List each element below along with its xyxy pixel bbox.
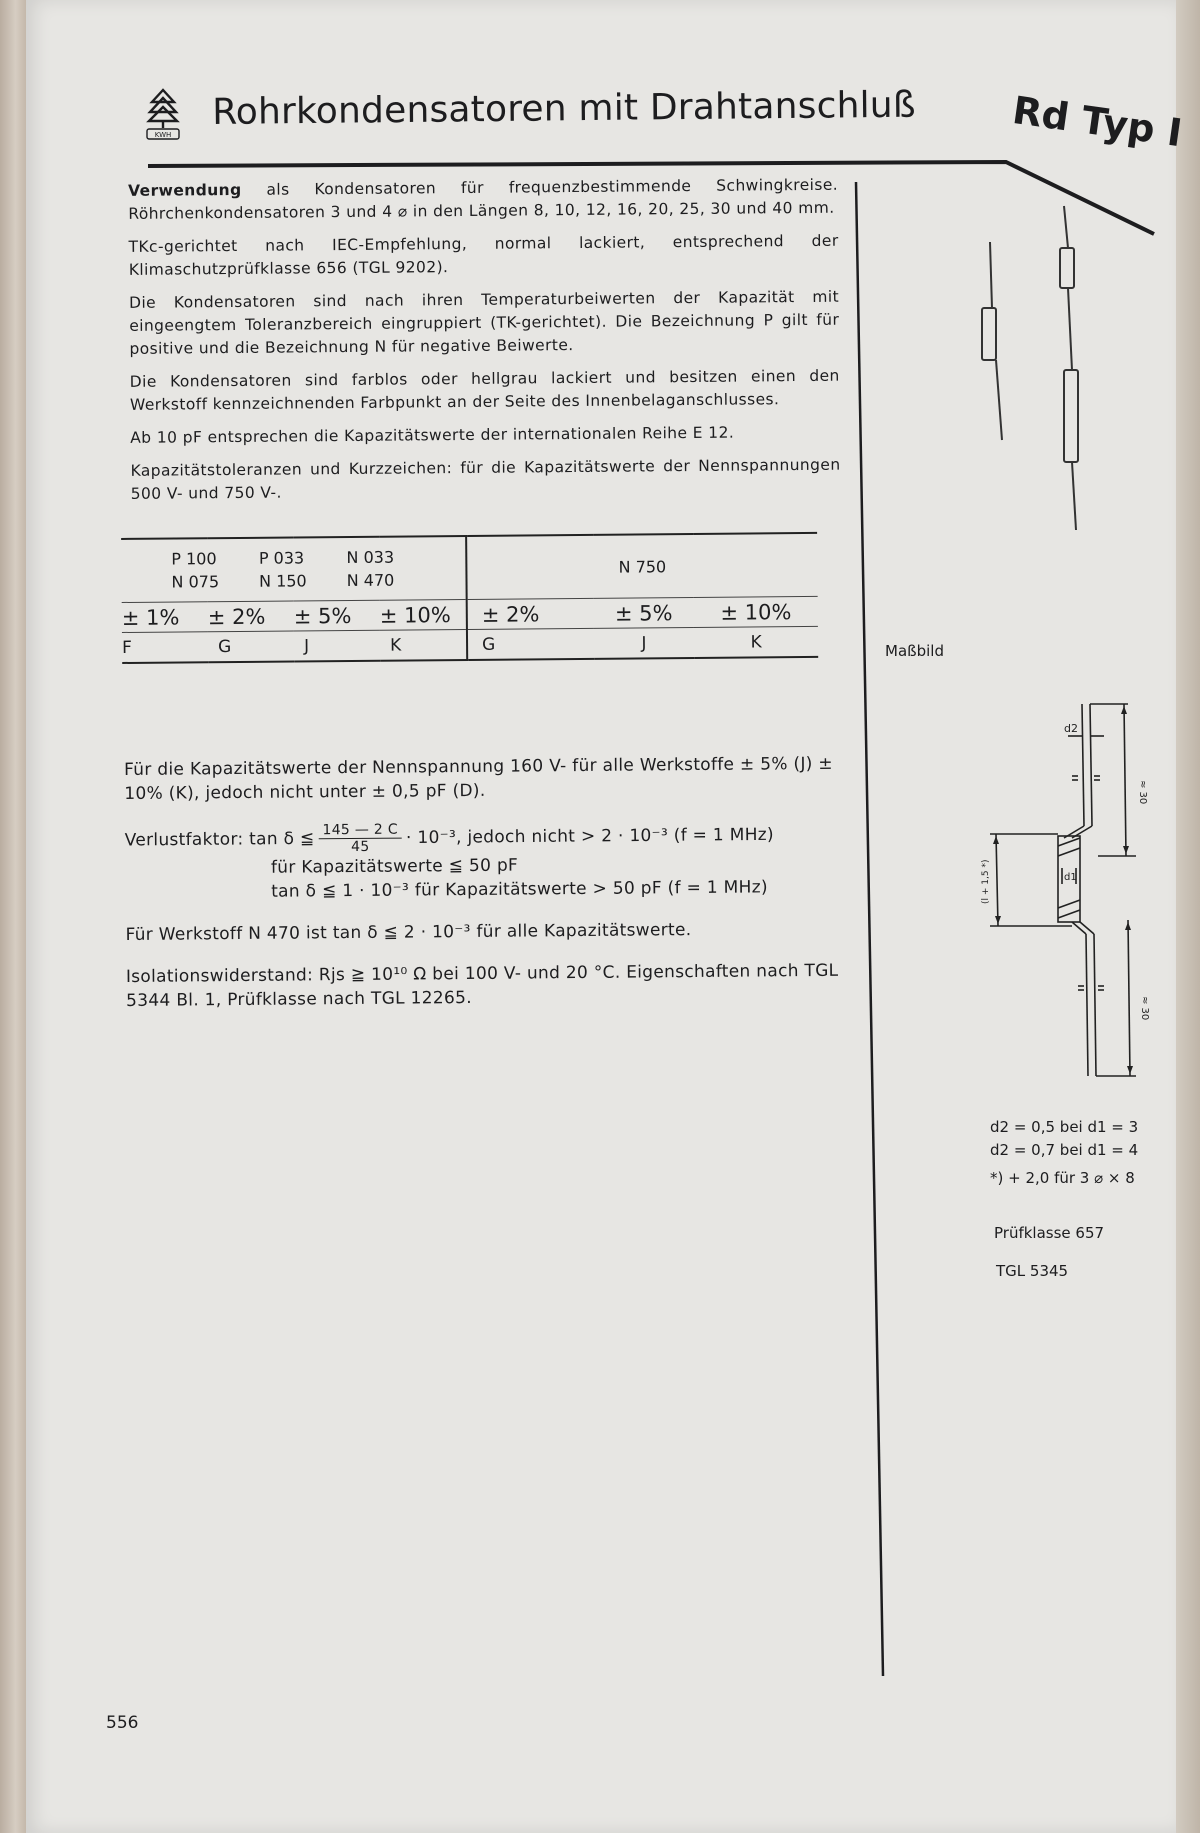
pruefklasse-label: Prüfklasse 657 bbox=[994, 1224, 1105, 1242]
tolerance-cell: ± 10% bbox=[694, 596, 818, 627]
drawing-label: Maßbild bbox=[885, 642, 944, 660]
notes-section bbox=[124, 752, 846, 1031]
d2-label: d2 bbox=[1064, 722, 1078, 735]
code-cell: K bbox=[694, 626, 818, 658]
tk-paragraph: TKc-gerichtet nach IEC-Empfehlung, normal lackiert, entsprechend der Klimaschutzprüfklasse 656 (TGL 9202). bbox=[128, 231, 839, 279]
tolerance-cell: ± 10% bbox=[380, 599, 467, 630]
d1-label: d1 bbox=[1064, 872, 1077, 883]
next-page-edge bbox=[1176, 0, 1200, 1833]
tolerance-cell: ± 5% bbox=[294, 600, 380, 631]
series-paragraph: Ab 10 pF entsprechen die Kapazitätswerte der internationalen Reihe E 12. bbox=[130, 423, 735, 447]
body-length: (l + 1,5 *) bbox=[981, 859, 991, 904]
loss-factor-block bbox=[125, 818, 846, 905]
tolerance-intro-paragraph: Kapazitätstoleranzen und Kurzzeichen: für die Kapazitätswerte der Nennspannungen 500 V- und 750 V-. bbox=[130, 455, 841, 503]
usage-paragraph: Verwendung als Kondensatoren für frequenzbestimmende Schwingkreise. Röhrchenkondensatoren 3 und 4 ⌀ in den Längen 8, 10, 12, 16, 20, 25, 30 und 40 mm. bbox=[128, 175, 839, 223]
bottom-lead-length: ≈ 30 bbox=[1139, 996, 1150, 1021]
intro-text bbox=[118, 174, 842, 664]
code-cell: J bbox=[594, 627, 695, 658]
large-capacitor-sketch bbox=[1060, 206, 1078, 530]
type-label: Rd Typ I bbox=[1009, 88, 1185, 156]
page-title: Rohrkondensatoren mit Drahtanschluß bbox=[212, 84, 916, 133]
code-cell: F bbox=[122, 632, 208, 663]
svg-text:KWH: KWH bbox=[154, 131, 172, 139]
page-binding-edge bbox=[0, 0, 26, 1833]
code-cell: G bbox=[208, 631, 294, 662]
material-col-3: N 033 N 470 bbox=[346, 547, 395, 591]
tolerance-cell: ± 5% bbox=[593, 597, 694, 628]
loss-factor-line-3: tan δ ≦ 1 · 10⁻³ für Kapazitätswerte > 50 pF (f = 1 MHz) bbox=[271, 877, 768, 902]
material-col-2: P 033 N 150 bbox=[258, 548, 307, 591]
left-material-group bbox=[121, 536, 467, 603]
tolerance-cell: ± 1% bbox=[122, 602, 208, 633]
formula-3: *) + 2,0 für 3 ⌀ × 8 bbox=[990, 1169, 1135, 1187]
loss-fraction: $\frac{145 — 2 C}{45}$ bbox=[318, 822, 402, 856]
right-material: N 750 bbox=[466, 533, 818, 600]
insulation-note: Isolationswiderstand: Rjs ≧ 10¹⁰ Ω bei 100 V- und 20 °C. Eigenschaften nach TGL 5344 Bl. 1, Prüfklasse nach TGL 12265. bbox=[125, 960, 839, 1011]
tolerance-cell: ± 2% bbox=[467, 598, 594, 629]
tgl-label: TGL 5345 bbox=[996, 1262, 1069, 1280]
capacitor-sketches bbox=[960, 200, 1100, 540]
code-cell: G bbox=[467, 628, 594, 660]
page-number: 556 bbox=[106, 1713, 139, 1733]
formula-2: d2 = 0,7 bei d1 = 4 bbox=[990, 1141, 1139, 1159]
code-cell: K bbox=[380, 629, 467, 660]
small-capacitor-sketch bbox=[982, 242, 1002, 440]
material-col-1: P 100 N 075 bbox=[171, 549, 220, 592]
rated-voltage-note: Für die Kapazitätswerte der Nennspannung 160 V- für alle Werkstoffe ± 5% (J) ± 10% (K), jedoch nicht unter ± 0,5 pF (D). bbox=[124, 753, 834, 804]
lacquer-paragraph: Die Kondensatoren sind farblos oder hellgrau lackiert und besitzen einen den Werkstoff kennzeichnenden Farbpunkt an der Seite des Innenbelaganschlusses. bbox=[129, 366, 840, 414]
code-cell: J bbox=[294, 630, 380, 661]
kwh-logo-icon bbox=[146, 88, 180, 146]
page-header bbox=[146, 80, 1185, 190]
temperature-paragraph: Die Kondensatoren sind nach ihren Temperaturbeiwerten der Kapazität mit eingeengtem Toleranzbereich eingruppiert (TK-gerichtet). Die Bezeichnung P gilt für positive und die Bezeichnung N für negative Beiwerte. bbox=[128, 287, 840, 358]
n470-note: Für Werkstoff N 470 ist tan δ ≦ 2 · 10⁻³ für alle Kapazitätswerte. bbox=[125, 920, 692, 945]
loss-factor-line: Verlustfaktor: tan δ ≦ $\frac{145 — 2 C}{45}$ · 10⁻³, jedoch nicht > 2 · 10⁻³ (f = 1 MHz) bbox=[124, 821, 775, 856]
tolerance-table bbox=[121, 532, 818, 664]
formula-1: d2 = 0,5 bei d1 = 3 bbox=[990, 1118, 1139, 1136]
tolerance-cell: ± 2% bbox=[208, 601, 294, 632]
dimension-drawing bbox=[981, 696, 1156, 1086]
loss-factor-line-2: für Kapazitätswerte ≦ 50 pF bbox=[270, 855, 519, 878]
top-lead-length: ≈ 30 bbox=[1137, 780, 1148, 805]
